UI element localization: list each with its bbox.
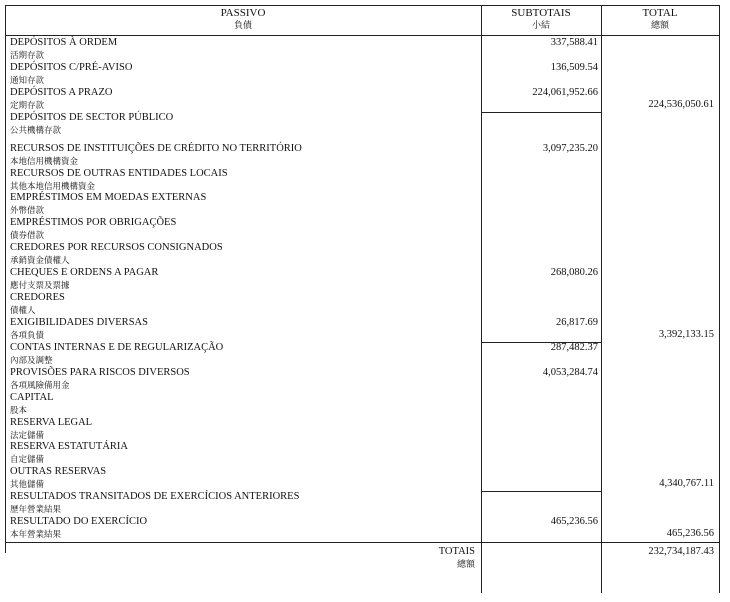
row-label-zh: 債權人 [10, 305, 36, 315]
row-label-pt: DEPÓSITOS À ORDEM [10, 37, 118, 48]
row-label-pt: CHEQUES E ORDENS A PAGAR [10, 267, 159, 279]
subtotal-rule [481, 112, 601, 113]
row-subtotal: 287,482.37 [550, 341, 598, 353]
row-label-pt: CREDORES [10, 292, 65, 303]
left-border [5, 5, 6, 553]
row-total: 3,392,133.15 [658, 328, 714, 340]
row-label-pt: DEPÓSITOS DE SECTOR PÚBLICO [10, 111, 174, 123]
header-subtotais-label-zh: 小結 [531, 20, 550, 30]
table-row-label [10, 242, 223, 266]
row-label-pt: RECURSOS DE OUTRAS ENTIDADES LOCAIS [10, 167, 228, 179]
right-border [719, 5, 720, 593]
header-passivo [5, 7, 481, 31]
table-row-label [10, 112, 173, 136]
row-subtotal: 26,817.69 [556, 316, 598, 328]
row-label-zh: 內部及調整 [10, 354, 53, 365]
totals-top-border [5, 542, 720, 543]
row-label-pt: CAPITAL [10, 391, 54, 403]
row-label-pt: OUTRAS RESERVAS [10, 466, 107, 478]
row-label-zh: 通知存款 [10, 74, 45, 85]
row-subtotal: 337,588.41 [550, 37, 598, 48]
table-row-label [10, 367, 190, 391]
row-label-pt: PROVISÕES PARA RISCOS DIVERSOS [10, 366, 190, 378]
header-total-label-zh: 總額 [650, 20, 669, 30]
row-subtotal: 465,236.56 [550, 516, 598, 528]
row-label-zh: 其他儲備 [10, 479, 45, 490]
totals-label-pt: TOTAIS [438, 546, 475, 557]
row-label-pt: RESULTADO DO EXERCÍCIO [10, 516, 148, 528]
row-label-zh: 股本 [10, 404, 28, 415]
row-label-pt: RESULTADOS TRANSITADOS DE EXERCÍCIOS ANTERIORES [10, 491, 300, 503]
row-label-zh: 歷年營業結果 [10, 504, 62, 515]
row-subtotal: 268,080.26 [550, 267, 598, 279]
totals-value: 232,734,187.43 [648, 546, 714, 557]
table-top-border [5, 5, 720, 6]
row-label-zh: 各項負債 [10, 329, 45, 340]
table-row-label [10, 342, 223, 366]
table-row-label [10, 192, 206, 216]
table-row-label [10, 62, 132, 86]
header-passivo-label-zh: 負債 [233, 20, 252, 30]
header-total-label: TOTAL [642, 7, 678, 19]
subtotal-rule [481, 491, 601, 492]
row-label-zh: 定期存款 [10, 99, 45, 110]
row-label-zh: 各項風險備用金 [10, 379, 70, 390]
row-label-pt: RECURSOS DE INSTITUIÇÕES DE CRÉDITO NO TERRITÓRIO [10, 142, 302, 154]
row-subtotal: 136,509.54 [550, 61, 598, 73]
table-row-label [10, 417, 92, 441]
row-subtotal: 224,061,952.66 [532, 86, 598, 98]
row-label-zh: 本年營業結果 [10, 529, 62, 540]
table-row-label [10, 516, 147, 540]
row-label-zh: 債券借款 [10, 230, 45, 241]
row-label-zh: 本地信用機構資金 [10, 155, 79, 166]
row-label-zh: 法定儲備 [10, 429, 45, 440]
table-row-label [10, 292, 65, 316]
table-row-label [10, 267, 158, 291]
row-label-zh: 外幣借款 [10, 205, 45, 216]
table-row-label [10, 491, 299, 515]
row-subtotal: 3,097,235.20 [542, 142, 598, 154]
totals-label-zh: 總額 [456, 559, 475, 569]
row-label-zh: 自定儲備 [10, 454, 45, 465]
row-label-zh: 公共機構存款 [10, 124, 62, 135]
row-label-pt: DEPÓSITOS A PRAZO [10, 86, 113, 98]
row-label-pt: CONTAS INTERNAS E DE REGULARIZAÇÃO [10, 341, 224, 353]
table-row-label [10, 466, 106, 490]
table-row-label [10, 37, 117, 61]
table-row-label [10, 392, 54, 416]
table-row-label [10, 168, 228, 192]
header-subtotais-label: SUBTOTAIS [511, 7, 571, 19]
row-label-pt: CREDORES POR RECURSOS CONSIGNADOS [10, 242, 223, 254]
row-label-zh: 承銷資金債權人 [10, 255, 70, 266]
row-subtotal: 4,053,284.74 [542, 366, 598, 378]
header-total [601, 7, 719, 31]
row-label-zh: 其他本地信用機構資金 [10, 180, 96, 191]
table-row-label [10, 143, 302, 167]
row-label-zh: 應付支票及票據 [10, 280, 70, 291]
row-label-zh: 活期存款 [10, 50, 45, 60]
row-label-pt: DEPÓSITOS C/PRÉ-AVISO [10, 61, 133, 73]
col-divider-2 [601, 5, 602, 593]
header-bottom-border [5, 35, 720, 36]
row-label-pt: RESERVA ESTATUTÁRIA [10, 441, 129, 453]
totals-label [439, 546, 475, 570]
row-label-pt: RESERVA LEGAL [10, 416, 93, 428]
row-label-pt: EXIGIBILIDADES DIVERSAS [10, 316, 148, 328]
row-label-pt: EMPRÉSTIMOS EM MOEDAS EXTERNAS [10, 192, 207, 204]
header-subtotais [481, 7, 601, 31]
row-total: 4,340,767.11 [659, 478, 714, 490]
table-row-label [10, 87, 113, 111]
header-passivo-label: PASSIVO [220, 7, 266, 19]
col-divider-1 [481, 5, 482, 593]
balance-sheet-passivo [5, 5, 720, 593]
table-row-label [10, 441, 128, 465]
table-row-label [10, 317, 148, 341]
table-row-label [10, 217, 176, 241]
row-label-pt: EMPRÉSTIMOS POR OBRIGAÇÕES [10, 217, 177, 229]
row-total: 465,236.56 [666, 528, 714, 540]
row-total: 224,536,050.61 [648, 98, 714, 110]
